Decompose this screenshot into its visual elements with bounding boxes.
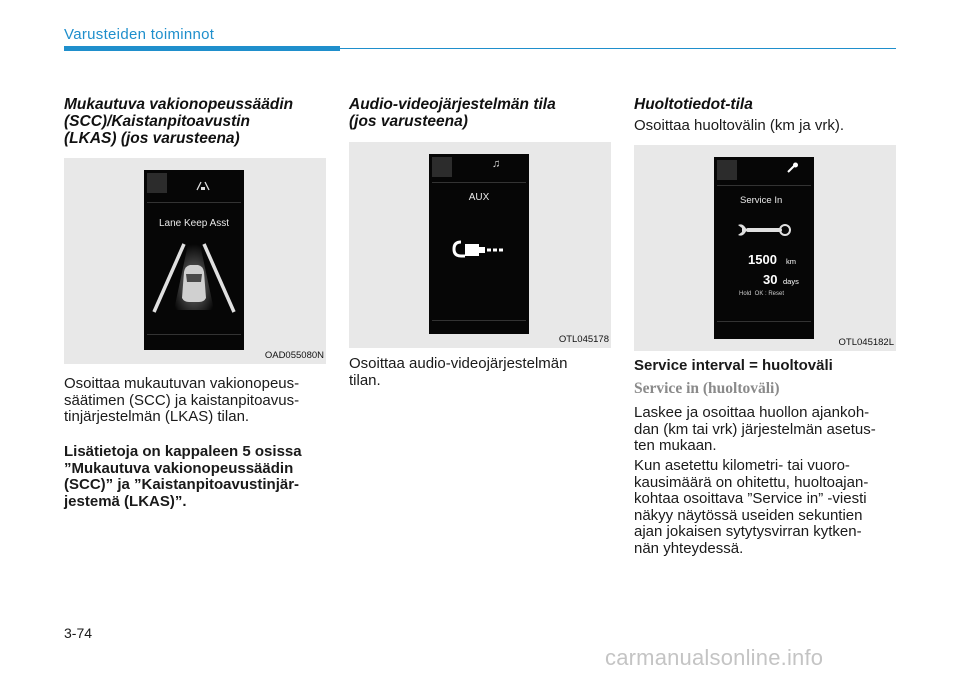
screen-corner-box [432, 157, 452, 177]
screen-label: Lane Keep Asst [158, 218, 230, 229]
col2-heading [349, 96, 611, 130]
text-line: Laskee ja osoittaa huollon ajankoh- [634, 404, 870, 421]
distance-value: 1500 [748, 252, 777, 267]
reset-hint: Hold OK : Reset [739, 291, 785, 297]
col2-paragraph [349, 356, 611, 389]
text-line: kohtaa osoittava ”Service in” -viesti [634, 490, 867, 507]
section-title: Varusteiden toiminnot [64, 26, 215, 43]
text-line: tilan. [349, 371, 381, 389]
cluster-screen [429, 154, 529, 334]
text-line: Kun asetettu kilometri- tai vuoro- [634, 457, 850, 474]
text-line: (SCC)” ja ”Kaistanpitoavustinjär- [64, 476, 300, 493]
days-unit: days [783, 277, 799, 286]
text-line: kausimäärä on ohitettu, huoltoajan- [634, 473, 869, 491]
service-figure [634, 145, 896, 351]
screen-divider [717, 321, 811, 322]
screen-divider [432, 182, 526, 183]
col3-intro: Osoittaa huoltovälin (km ja vrk). [634, 117, 845, 134]
text-line: ajan jokaisen sytytysvirran kytken- [634, 523, 862, 540]
cluster-screen [714, 157, 814, 339]
figure-id: OTL045182L [838, 337, 894, 348]
aux-figure [349, 142, 611, 348]
text-line: ”Mukautuva vakionopeussäädin [64, 459, 294, 477]
lane-car-graphic [144, 240, 244, 325]
figure-id: OAD055080N [264, 350, 324, 361]
col3-subheading-2: Service in (huoltoväli) [634, 380, 780, 397]
screen-label: Service In [740, 195, 783, 206]
page-number: 3-74 [64, 625, 93, 641]
col1-paragraph [64, 376, 326, 426]
screen-corner-box [717, 160, 737, 180]
screen-label: AUX [468, 192, 490, 203]
text-line: Osoittaa audio-videojärjestelmän [349, 355, 568, 372]
lkas-figure [64, 158, 326, 364]
text-line: säätimen (SCC) ja kaistanpitoavus- [64, 391, 300, 409]
music-note-icon: ♫ [492, 158, 501, 170]
col3-heading: Huoltotiedot-tila [634, 96, 753, 113]
screen-corner-box [147, 173, 167, 193]
screen-divider [432, 320, 526, 321]
screen-divider [147, 202, 241, 203]
screen-divider [717, 185, 811, 186]
header-rule-thick [64, 46, 340, 51]
header-rule-thin [340, 48, 896, 49]
days-value: 30 [763, 272, 778, 287]
col3-paragraph-1 [634, 405, 896, 455]
text-line: dan (km tai vrk) järjestelmän asetus- [634, 420, 876, 438]
col1-heading-line: (LKAS) (jos varusteena) [64, 130, 240, 147]
figure-id: OTL045178 [558, 334, 609, 345]
text-line: Osoittaa mukautuvan vakionopeus- [64, 375, 300, 392]
text-line: nän yhteydessä. [634, 539, 744, 557]
text-line: näkyy näytössä useiden sekuntien [634, 506, 863, 524]
text-line: ten mukaan. [634, 437, 717, 454]
col3-subheading-1: Service interval = huoltoväli [634, 357, 833, 374]
col2-heading-line: Audio-videojärjestelmän tila [349, 96, 556, 113]
col3-paragraph-2 [634, 458, 896, 557]
watermark: carmanualsonline.info [605, 645, 824, 670]
wrench-icon [786, 161, 800, 179]
text-line: jestemä (LKAS)”. [64, 492, 187, 510]
lane-icon [196, 178, 210, 196]
text-line: tinjärjestelmän (LKAS) tilan. [64, 408, 250, 425]
text-line: Lisätietoja on kappaleen 5 osissa [64, 443, 302, 460]
aux-plug-icon [451, 234, 511, 269]
col1-heading-line: (SCC)/Kaistanpitoavustin [64, 113, 251, 130]
col1-heading-line: Mukautuva vakionopeussäädin [64, 96, 294, 113]
wrench-large-icon [736, 221, 792, 244]
col1-note [64, 444, 326, 510]
screen-divider [147, 334, 241, 335]
cluster-screen [144, 170, 244, 350]
distance-unit: km [786, 257, 796, 266]
col1-heading [64, 96, 334, 147]
col2-heading-line: (jos varusteena) [349, 113, 468, 130]
